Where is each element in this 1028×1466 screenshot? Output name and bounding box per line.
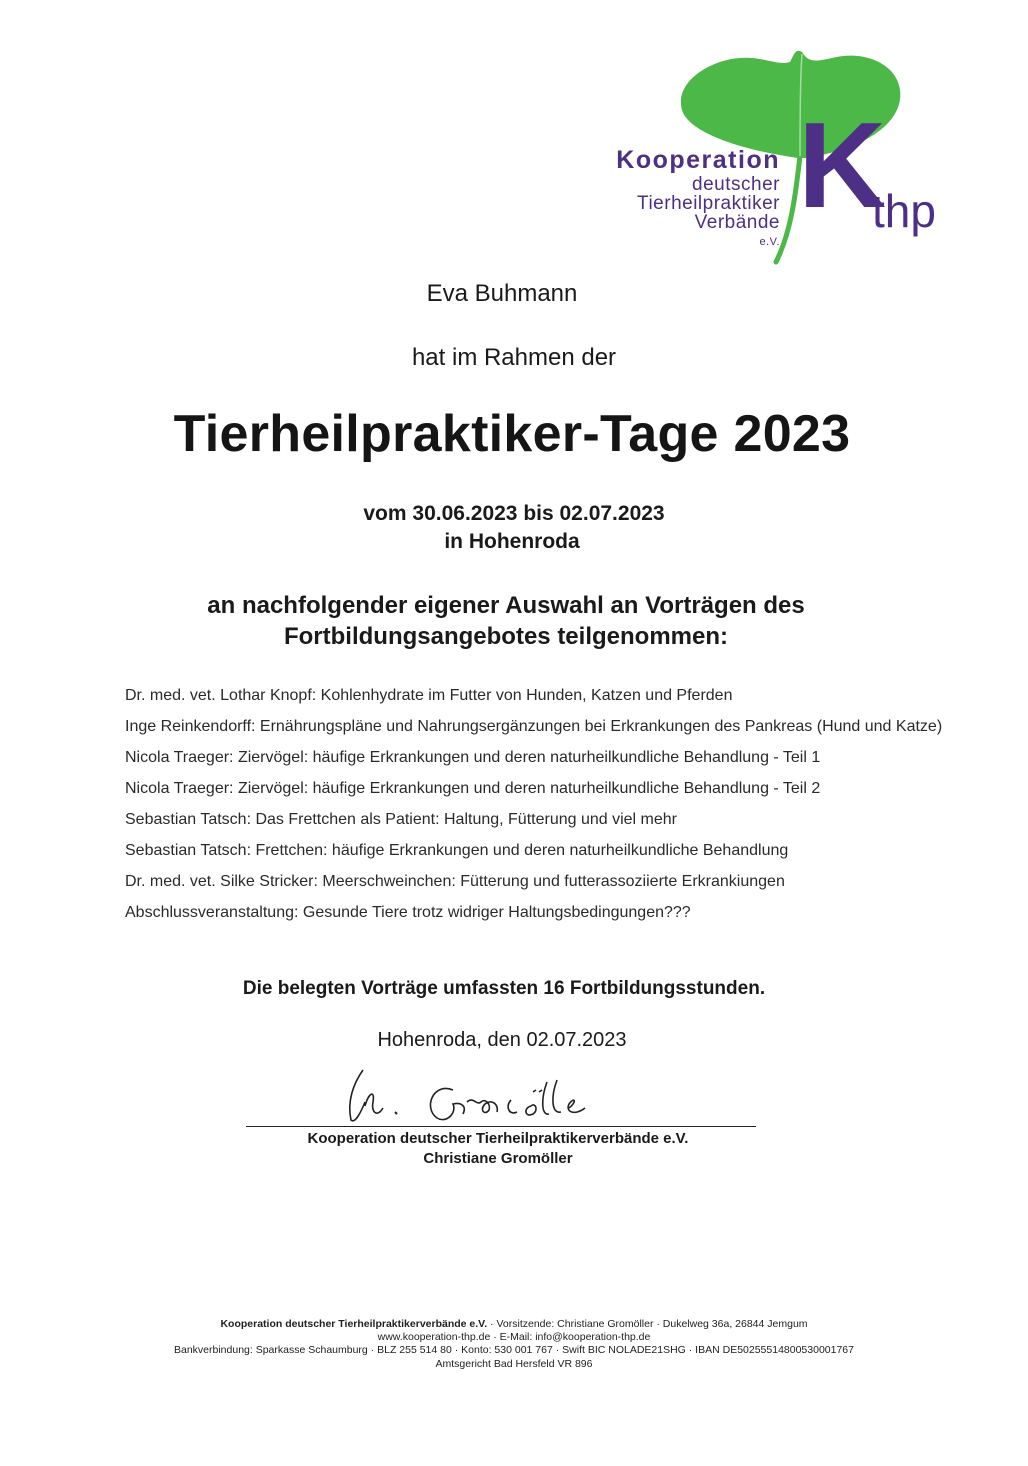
lectures-heading-line1: an nachfolgender eigener Auswahl an Vorträgen des — [207, 592, 805, 619]
list-item: Nicola Traeger: Ziervögel: häufige Erkrankungen und deren naturheilkundliche Behandlung - Teil 2 — [125, 780, 821, 797]
event-dates: vom 30.06.2023 bis 02.07.2023 — [363, 502, 665, 525]
hours-summary: Die belegten Vorträge umfassten 16 Fortbildungsstunden. — [242, 978, 766, 999]
list-item: Sebastian Tatsch: Das Frettchen als Patient: Haltung, Fütterung und viel mehr — [125, 811, 677, 828]
recipient-name: Eva Buhmann — [426, 280, 578, 307]
date-place: Hohenroda, den 02.07.2023 — [377, 1029, 627, 1051]
lectures-heading — [0, 590, 1020, 652]
signature-icon — [335, 1062, 615, 1128]
logo-line-deutscher: deutscher — [692, 174, 780, 195]
logo-k-letter: K — [798, 97, 887, 233]
lecture-list — [125, 686, 955, 934]
list-item: Nicola Traeger: Ziervögel: häufige Erkrankungen und deren naturheilkundliche Behandlung - Teil 1 — [125, 749, 821, 766]
logo-thp-text: thp — [872, 185, 936, 237]
kthp-logo — [570, 40, 960, 270]
list-item: Sebastian Tatsch: Frettchen: häufige Erkrankungen und deren naturheilkundliche Behandlung — [125, 842, 789, 859]
footer-contact: · Vorsitzende: Christiane Gromöller · Dukelweg 36a, 26844 Jemgum — [487, 1318, 808, 1330]
logo-line-verbaende: Verbände — [694, 212, 780, 233]
logo-line-kooperation: Kooperation — [616, 146, 780, 174]
handwritten-signature — [335, 1062, 615, 1133]
event-title: Tierheilpraktiker-Tage 2023 — [173, 405, 851, 463]
footer-line-3: Bankverbindung: Sparkasse Schaumburg · BLZ 255 514 80 · Konto: 530 001 767 · Swift BIC NOLADE21SHG · IBAN DE50255514800530001767 — [173, 1344, 854, 1356]
lectures-heading-line2: Fortbildungsangebotes teilgenommen: — [283, 623, 728, 650]
footer-line-4: Amtsgericht Bad Hersfeld VR 896 — [435, 1358, 593, 1370]
signatory-organization: Kooperation deutscher Tierheilpraktikerverbände e.V. — [307, 1130, 689, 1147]
footer-org: Kooperation deutscher Tierheilpraktikerverbände e.V. — [220, 1318, 488, 1330]
list-item: Abschlussveranstaltung: Gesunde Tiere trotz widriger Haltungsbedingungen??? — [125, 904, 691, 921]
list-item: Dr. med. vet. Lothar Knopf: Kohlenhydrate im Futter von Hunden, Katzen und Pferden — [125, 687, 733, 704]
intro-text: hat im Rahmen der — [411, 344, 617, 371]
list-item: Inge Reinkendorff: Ernährungspläne und Nahrungsergänzungen bei Erkrankungen des Pankreas (Hund und Katze) — [125, 718, 943, 735]
footer-line-1 — [0, 1318, 1028, 1331]
footer-line-2: www.kooperation-thp.de · E-Mail: info@kooperation-thp.de — [377, 1331, 651, 1343]
signatory-name: Christiane Gromöller — [423, 1150, 573, 1167]
signature-line — [246, 1126, 756, 1127]
event-place: in Hohenroda — [444, 530, 580, 553]
logo-line-ev: e.V. — [759, 236, 780, 248]
logo-line-tierheilpraktiker: Tierheilpraktiker — [637, 193, 780, 214]
list-item: Dr. med. vet. Silke Stricker: Meerschweinchen: Fütterung und futterassoziierte Erkrankiungen — [125, 873, 785, 890]
